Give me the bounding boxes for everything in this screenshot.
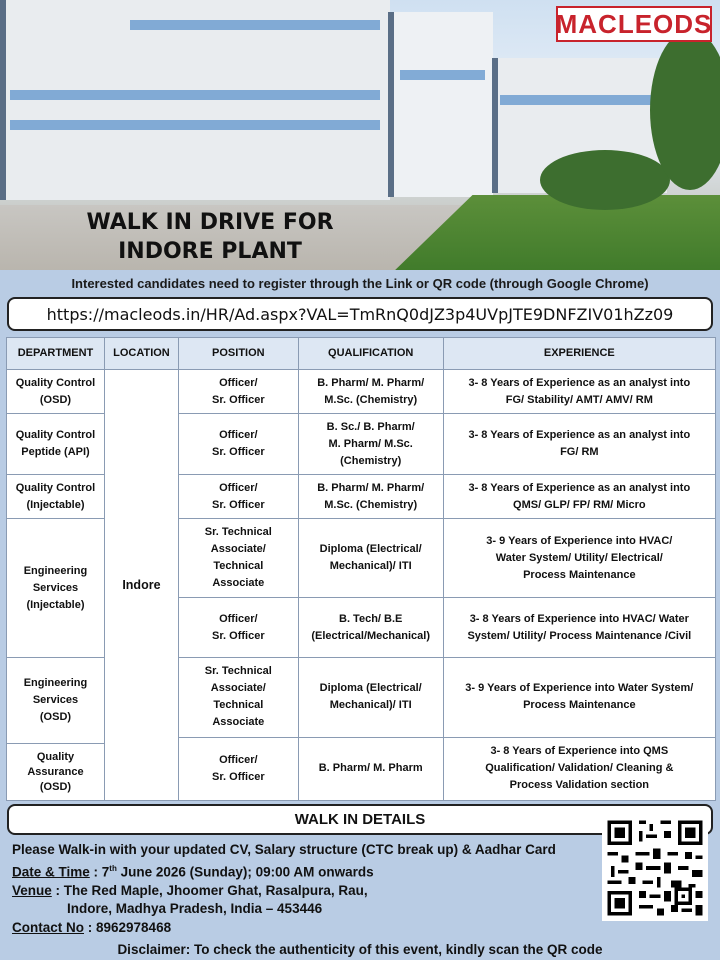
cell-line: Sr. Officer <box>212 629 265 642</box>
cell-line: Assurance <box>27 765 84 778</box>
contact-label: Contact No <box>12 919 84 935</box>
walk-in-details <box>12 841 597 937</box>
cell-line: 3- 8 Years of Experience as an analyst into <box>468 481 691 494</box>
qualification-cell <box>298 475 443 519</box>
venue-line1: The Red Maple, Jhoomer Ghat, Rasalpura, Rau, <box>63 882 368 898</box>
walk-in-intro: Please Walk-in with your updated CV, Salary structure (CTC break up) & Aadhar Card <box>12 842 556 857</box>
date-time-line: Date & Time : 7th June 2026 (Sunday); 09:00 AM onwards <box>12 863 374 879</box>
palm-tree <box>540 150 670 210</box>
qualification-cell <box>298 519 443 598</box>
experience-cell <box>443 475 715 519</box>
location-cell: Indore <box>104 370 178 801</box>
cell-line: Officer/ <box>219 481 258 494</box>
registration-url[interactable]: https://macleods.in/HR/Ad.aspx?VAL=TmRnQ0dJZ3p4UVpJTE9DNFZIV01hZz09 <box>46 304 674 324</box>
cell-line: Process Maintenance <box>523 568 636 581</box>
cell-line: Diploma (Electrical/ <box>319 682 422 695</box>
cell-line: Process Maintenance <box>523 699 636 712</box>
cell-line: Peptide (API) <box>21 446 90 458</box>
cell-line: QMS/ GLP/ FP/ RM/ Micro <box>513 498 646 511</box>
cell-line: Quality Control <box>15 376 96 389</box>
cell-line: Process Validation section <box>509 779 650 792</box>
cell-line: Technical <box>213 560 264 572</box>
cell-line: (Injectable) <box>26 498 85 511</box>
qualification-cell <box>298 370 443 414</box>
header-qualification: QUALIFICATION <box>298 338 443 370</box>
contact-number[interactable]: 8962978468 <box>96 919 172 935</box>
cell-line: Associate/ <box>210 682 266 695</box>
cell-line: Water System/ Utility/ Electrical/ <box>495 551 663 564</box>
qualification-cell <box>298 658 443 738</box>
header-location: LOCATION <box>104 338 178 370</box>
cell-line: M.Sc. (Chemistry) <box>324 393 418 406</box>
hero-photo <box>0 0 720 270</box>
cell-line: Quality Control <box>15 481 96 494</box>
cell-line: Quality Control <box>15 429 96 441</box>
window-band <box>10 90 380 100</box>
brand-logo <box>556 6 712 42</box>
cell-line: M.Sc. (Chemistry) <box>324 498 418 511</box>
window-band <box>500 95 660 105</box>
cell-line: System/ Utility/ Process Maintenance /Civil <box>467 629 692 642</box>
cell-line: 3- 8 Years of Experience as an analyst into <box>468 376 691 389</box>
cell-line: B. Tech/ B.E <box>339 612 403 625</box>
cell-line: 3- 8 Years of Experience into HVAC/ Water <box>469 612 689 625</box>
cell-line: (Injectable) <box>26 598 85 611</box>
cell-line: FG/ Stability/ AMT/ AMV/ RM <box>505 393 653 406</box>
cell-line: B. Pharm/ M. Pharm/ <box>317 376 425 389</box>
cell-line: Mechanical)/ ITI <box>329 560 412 572</box>
cell-line: Sr. Officer <box>212 498 265 511</box>
position-cell <box>178 475 298 519</box>
cell-line: Sr. Technical <box>204 665 272 678</box>
cell-line: Technical <box>213 699 264 712</box>
position-cell <box>178 737 298 800</box>
qr-code-icon[interactable] <box>602 815 708 921</box>
cell-line: Associate/ <box>210 543 266 555</box>
window-band <box>10 120 380 130</box>
cell-line: (Electrical/Mechanical) <box>311 629 430 642</box>
plant-building-left <box>0 0 390 200</box>
venue-line: Venue : The Red Maple, Jhoomer Ghat, Rasalpura, Rau, Indore, Madhya Pradesh, India – 453446 <box>12 882 597 919</box>
date-time-label: Date & Time <box>12 864 90 879</box>
cell-line: Associate <box>212 577 265 589</box>
department-cell <box>7 658 105 801</box>
position-cell <box>178 370 298 414</box>
position-cell <box>178 658 298 738</box>
disclaimer: Disclaimer: To check the authenticity of this event, kindly scan the QR code <box>117 942 603 957</box>
date-rest: June 2026 (Sunday); 09:00 AM onwards <box>116 864 374 879</box>
tree <box>650 30 720 190</box>
cell-line: 3- 8 Years of Experience as an analyst into <box>468 429 691 441</box>
register-note: Interested candidates need to register through the Link or QR code (through Google Chrome) <box>71 276 649 291</box>
department-cell <box>7 475 105 519</box>
window-band <box>400 70 485 80</box>
date-day: 7 <box>101 864 110 879</box>
venue-label: Venue <box>12 882 52 898</box>
qualification-cell <box>298 598 443 658</box>
cell-line: Services <box>32 694 79 706</box>
openings-table <box>6 337 716 801</box>
cell-line: Engineering <box>23 564 88 577</box>
cell-line: Services <box>32 581 79 594</box>
department-block <box>7 658 104 744</box>
experience-cell <box>443 658 715 738</box>
cell-line: (OSD) <box>39 711 72 723</box>
department-block <box>7 744 104 800</box>
cell-line: Officer/ <box>219 376 258 389</box>
qualification-cell <box>298 414 443 475</box>
cell-line: 3- 8 Years of Experience into QMS <box>490 745 669 758</box>
plant-building-tower <box>388 12 493 197</box>
cell-line: B. Pharm/ M. Pharm <box>318 762 423 775</box>
cell-line: Associate <box>212 716 265 729</box>
cell-line: Diploma (Electrical/ <box>319 543 422 555</box>
experience-cell <box>443 598 715 658</box>
header-position: POSITION <box>178 338 298 370</box>
cell-line: Quality <box>36 750 75 763</box>
cell-line: Sr. Officer <box>212 446 265 458</box>
cell-line: (Chemistry) <box>340 454 402 467</box>
cell-line: Officer/ <box>219 753 258 766</box>
walk-in-details-title: WALK IN DETAILS <box>294 811 426 828</box>
cell-line: FG/ RM <box>560 446 599 458</box>
header-experience: EXPERIENCE <box>443 338 715 370</box>
date-suffix: th <box>109 863 117 873</box>
cell-line: 3- 9 Years of Experience into Water System/ <box>465 682 694 695</box>
venue-line2: Indore, Madhya Pradesh, India – 453446 <box>67 901 323 916</box>
position-cell <box>178 598 298 658</box>
cell-line: Officer/ <box>219 612 258 625</box>
position-cell <box>178 414 298 475</box>
experience-cell <box>443 519 715 598</box>
cell-line: Sr. Officer <box>212 393 265 406</box>
cell-line: B. Sc./ B. Pharm/ <box>326 420 415 433</box>
cell-line: Sr. Officer <box>212 770 265 783</box>
department-cell <box>7 519 105 658</box>
cell-line: 3- 9 Years of Experience into HVAC/ <box>486 534 673 547</box>
cell-line: (OSD) <box>39 393 72 406</box>
cell-line: M. Pharm/ M.Sc. <box>328 437 413 450</box>
registration-link[interactable] <box>7 297 713 331</box>
window-band <box>130 20 380 30</box>
cell-line: Officer/ <box>219 429 258 441</box>
experience-cell <box>443 370 715 414</box>
table-header-row <box>7 338 716 370</box>
table-row <box>7 370 716 414</box>
position-cell <box>178 519 298 598</box>
contact-line: Contact No : 8962978468 <box>12 919 172 935</box>
cell-line: Qualification/ Validation/ Cleaning & <box>485 762 674 775</box>
hero-title-line2: INDORE PLANT <box>118 239 302 264</box>
cell-line: Sr. Technical <box>204 526 272 538</box>
department-cell <box>7 414 105 475</box>
experience-cell <box>443 414 715 475</box>
header-department: DEPARTMENT <box>7 338 105 370</box>
department-cell <box>7 370 105 414</box>
experience-cell <box>443 737 715 800</box>
cell-line: B. Pharm/ M. Pharm/ <box>317 481 425 494</box>
hero-title <box>0 208 420 266</box>
cell-line: (OSD) <box>39 780 72 793</box>
hero-title-line1: WALK IN DRIVE FOR <box>86 210 334 235</box>
cell-line: Engineering <box>23 677 88 689</box>
cell-line: Mechanical)/ ITI <box>329 699 412 712</box>
brand-logo-text: MACLEODS <box>555 8 713 39</box>
qualification-cell <box>298 737 443 800</box>
